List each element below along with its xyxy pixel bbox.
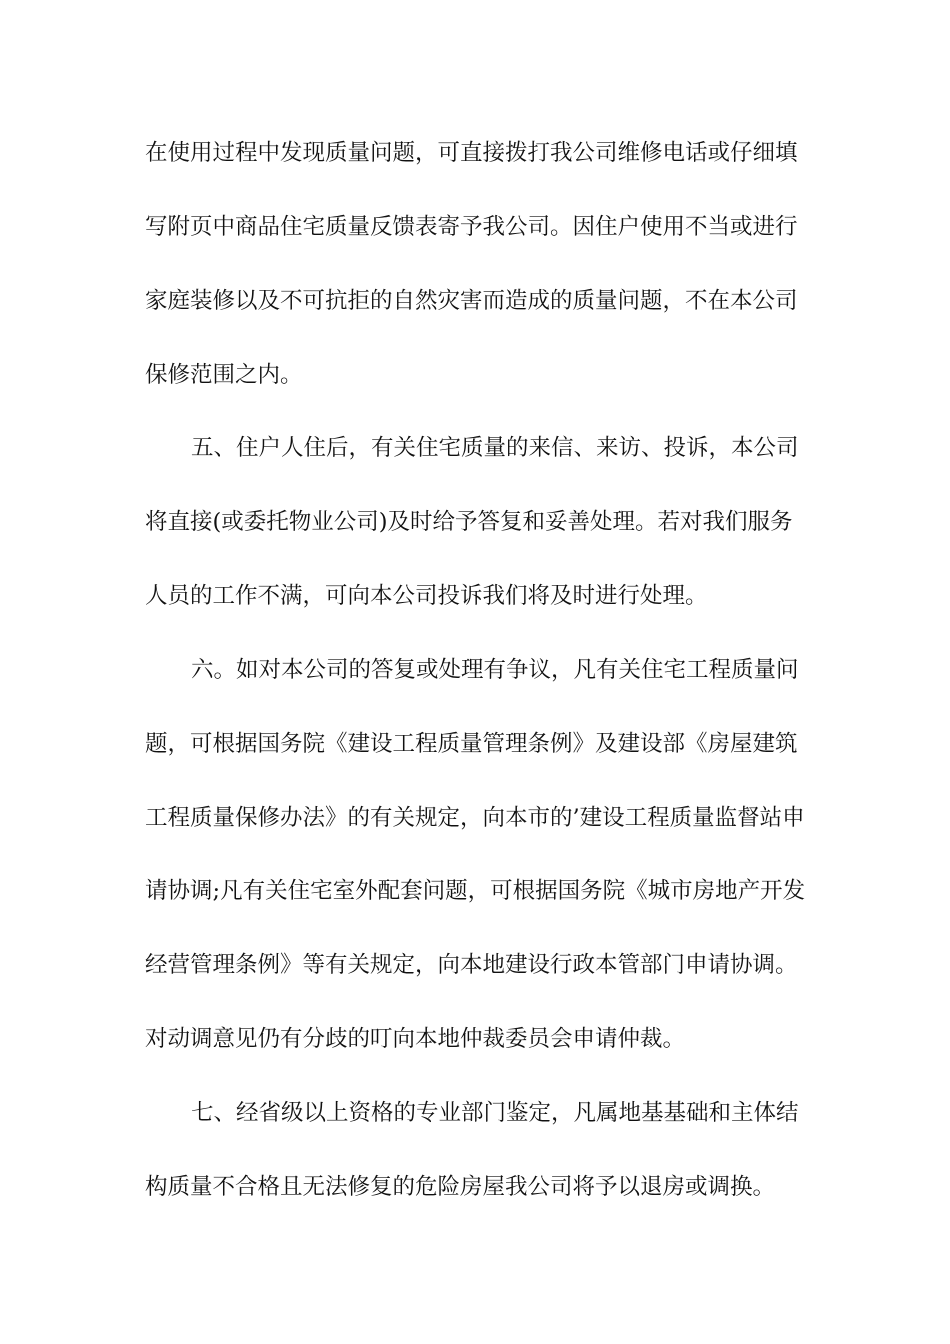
text-line: 对动调意见仍有分歧的叮向本地仲裁委员会申请仲裁。 bbox=[145, 1026, 686, 1053]
document-body bbox=[145, 130, 810, 1238]
text-line: 写附页中商品住宅质量反馈表寄予我公司。因住户使用不当或进行 bbox=[145, 213, 798, 240]
section-five-first-line: 五、住户人住后，有关住宅质量的来信、来访、投诉，本公司 bbox=[191, 435, 799, 462]
text-line: 构质量不合格且无法修复的危险房屋我公司将予以退房或调换。 bbox=[145, 1173, 776, 1200]
text-line: 题，可根据国务院《建设工程质量管理条例》及建设部《房屋建筑 bbox=[145, 730, 798, 757]
text-line: 经营管理条例》等有关规定，向本地建设行政本管部门申请协调。 bbox=[145, 952, 798, 979]
text-line: 将直接(或委托物业公司)及时给予答复和妥善处理。若对我们服务 bbox=[145, 509, 793, 536]
text-line: 人员的工作不满，可向本公司投诉我们将及时进行处理。 bbox=[145, 583, 708, 610]
text-line: 保修范围之内。 bbox=[145, 361, 303, 388]
text-line: 工程质量保修办法》的有关规定，向本市的’建设工程质量监督站申 bbox=[145, 804, 805, 831]
section-seven-first-line: 七、经省级以上资格的专业部门鉴定，凡属地基基础和主体结 bbox=[191, 1099, 799, 1126]
section-six-first-line: 六。如对本公司的答复或处理有争议，凡有关住宅工程质量问 bbox=[191, 656, 799, 683]
text-line: 家庭装修以及不可抗拒的自然灾害而造成的质量问题，不在本公司 bbox=[145, 287, 798, 314]
text-line: 请协调;凡有关住宅室外配套问题，可根据国务院《城市房地产开发 bbox=[145, 878, 806, 905]
text-line: 在使用过程中发现质量问题，可直接拨打我公司维修电话或仔细填 bbox=[145, 140, 798, 166]
